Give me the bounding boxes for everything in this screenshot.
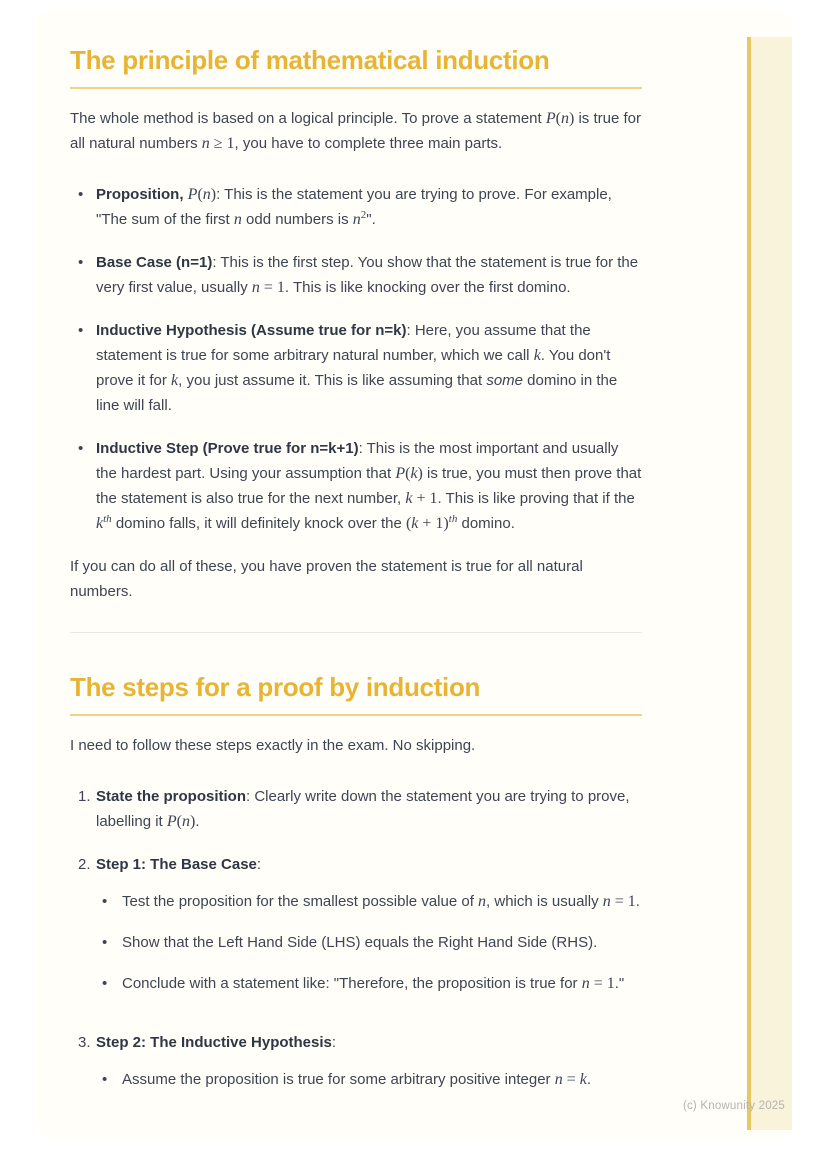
text-run: k: [96, 515, 104, 532]
text-run: (: [405, 465, 411, 482]
list-item-text: [122, 1067, 642, 1092]
text-run: Assume the proposition is true for some arbitrary positive integer: [122, 1071, 555, 1088]
bullet-dot-icon: •: [102, 1071, 108, 1088]
text-run: n: [554, 1071, 563, 1088]
text-run: Step 1: The Base Case: [96, 856, 257, 873]
text-run: n: [202, 186, 211, 203]
text-run: : This is the most important and usually the hardest part. Using your assumption that: [96, 440, 619, 482]
text-run: =: [562, 1071, 580, 1088]
text-run: ): [568, 110, 575, 127]
text-run: . This is like knocking over the first domino.: [284, 279, 571, 296]
section-heading: The principle of mathematical induction: [70, 44, 642, 89]
text-run: ): [210, 186, 217, 203]
text-run: ".: [366, 211, 376, 228]
text-run: : Here, you assume that the statement is true for some arbitrary natural number, which we call: [96, 322, 591, 364]
document-body: [70, 10, 642, 1108]
list-item-text: [96, 318, 642, 418]
item-number: 1.: [78, 788, 91, 805]
text-run: k: [171, 372, 179, 389]
ol-list: [70, 784, 642, 1108]
list-item: [70, 1030, 642, 1108]
section-divider: [70, 632, 642, 633]
list-item: [96, 930, 642, 955]
text-run: I need to follow these steps exactly in the exam. No skipping.: [70, 737, 476, 754]
text-run: n: [560, 110, 569, 127]
text-run: ≥ 1: [209, 135, 235, 152]
text-run: k: [533, 347, 541, 364]
text-run: Base Case (n=1): [96, 254, 213, 271]
text-run: some: [486, 372, 524, 389]
text-run: P: [187, 186, 198, 203]
text-run: Test the proposition for the smallest possible value of: [122, 893, 479, 910]
text-run: th: [103, 513, 112, 525]
text-run: .: [635, 893, 640, 910]
text-run: Proposition,: [96, 186, 188, 203]
list-item: [70, 784, 642, 834]
list-item: [70, 182, 642, 232]
text-run: Inductive Hypothesis (Assume true for n=k): [96, 322, 407, 339]
text-run: + 1: [412, 490, 438, 507]
text-run: n: [602, 893, 611, 910]
list-item: [70, 250, 642, 300]
text-run: , you just assume it. This is like assuming that: [178, 372, 487, 389]
text-run: n: [581, 975, 590, 992]
text-run: domino falls, it will definitely knock over the: [111, 515, 406, 532]
text-run: odd numbers is: [241, 211, 353, 228]
list-item-text: [96, 250, 642, 300]
text-run: = 1: [259, 279, 285, 296]
note-page-card: [36, 10, 792, 1138]
text-run: ): [190, 813, 196, 830]
text-run: Show that the Left Hand Side (LHS) equals the Right Hand Side (RHS).: [122, 934, 598, 951]
paragraph: [70, 733, 642, 758]
text-run: domino in the line will fall.: [96, 372, 618, 414]
text-run: State the proposition: [96, 788, 246, 805]
text-run: k: [405, 490, 413, 507]
list-item-text: [96, 436, 642, 536]
text-run: (: [405, 515, 412, 532]
text-run: Step 2: The Inductive Hypothesis: [96, 1034, 332, 1051]
list-item: [70, 852, 642, 1012]
list-item-text: [96, 852, 642, 1012]
bullet-dot-icon: •: [102, 934, 108, 951]
text-run: : This is the statement you are trying to prove. For example, "The sum of the first: [96, 186, 612, 228]
text-run: n: [478, 893, 487, 910]
list-item: [96, 971, 642, 996]
list-item-text: [96, 784, 642, 834]
text-run: n: [251, 279, 260, 296]
list-item: [96, 1067, 642, 1092]
text-run: n: [201, 135, 210, 152]
list-item-text: [122, 930, 642, 955]
text-run: .: [586, 1071, 592, 1088]
text-run: + 1): [418, 515, 449, 532]
section-heading: The steps for a proof by induction: [70, 671, 642, 716]
text-run: is true for all natural numbers: [70, 110, 641, 152]
list-item: [96, 889, 642, 914]
item-number: 3.: [78, 1034, 91, 1051]
bullet-dot-icon: •: [78, 440, 84, 457]
text-run: k: [410, 465, 418, 482]
text-run: , which is usually: [486, 893, 603, 910]
list-item-text: [122, 889, 642, 914]
text-run: n: [182, 813, 190, 830]
bullet-dot-icon: •: [78, 186, 84, 203]
text-run: = 1: [589, 975, 615, 992]
text-run: (: [555, 110, 561, 127]
text-run: P: [545, 110, 556, 127]
text-run: th: [448, 513, 458, 525]
page-edge-highlight-band: [747, 37, 792, 1130]
text-run: k: [411, 515, 419, 532]
list-item-text: [96, 182, 642, 232]
text-run: (: [176, 813, 182, 830]
list-item-text: [122, 971, 642, 996]
text-run: : Clearly write down the statement you are trying to prove, labelling it: [96, 788, 630, 830]
sub-ul-list: [96, 889, 642, 996]
bullet-dot-icon: •: [78, 254, 84, 271]
text-run: n: [233, 211, 242, 228]
bullet-dot-icon: •: [102, 975, 108, 992]
text-run: k: [579, 1071, 587, 1088]
text-run: .: [195, 813, 200, 830]
text-run: : This is the first step. You show that the statement is true for the very first value, usually: [96, 254, 639, 296]
sub-ul-list: [96, 1067, 642, 1092]
text-run: P: [166, 813, 177, 830]
text-run: . This is like proving that if the: [437, 490, 635, 507]
text-run: :: [256, 856, 262, 873]
text-run: 2: [360, 209, 367, 221]
text-run: (: [197, 186, 203, 203]
text-run: :: [331, 1034, 337, 1051]
list-item: [70, 436, 642, 536]
text-run: If you can do all of these, you have proven the statement is true for all natural numbers.: [70, 558, 583, 600]
text-run: , you have to complete three main parts.: [234, 135, 503, 152]
text-run: . You don't prove it for: [96, 347, 611, 389]
bullet-dot-icon: •: [78, 322, 84, 339]
text-run: domino.: [457, 515, 515, 532]
text-run: Conclude with a statement like: "Therefore, the proposition is true for: [122, 975, 582, 992]
text-run: P: [395, 465, 406, 482]
item-number: 2.: [78, 856, 91, 873]
text-run: = 1: [610, 893, 636, 910]
paragraph: [70, 106, 642, 156]
ul-list: [70, 182, 642, 536]
bullet-dot-icon: •: [102, 893, 108, 910]
text-run: n: [352, 211, 361, 228]
text-run: The whole method is based on a logical principle. To prove a statement: [70, 110, 546, 127]
text-run: Inductive Step (Prove true for n=k+1): [96, 440, 359, 457]
paragraph: [70, 554, 642, 604]
text-run: .": [614, 975, 625, 992]
text-run: ): [417, 465, 423, 482]
text-run: is true, you must then prove that the statement is also true for the next number,: [96, 465, 642, 507]
list-item: [70, 318, 642, 418]
watermark: (c) Knowunity 2025: [682, 1100, 785, 1112]
list-item-text: [96, 1030, 642, 1108]
